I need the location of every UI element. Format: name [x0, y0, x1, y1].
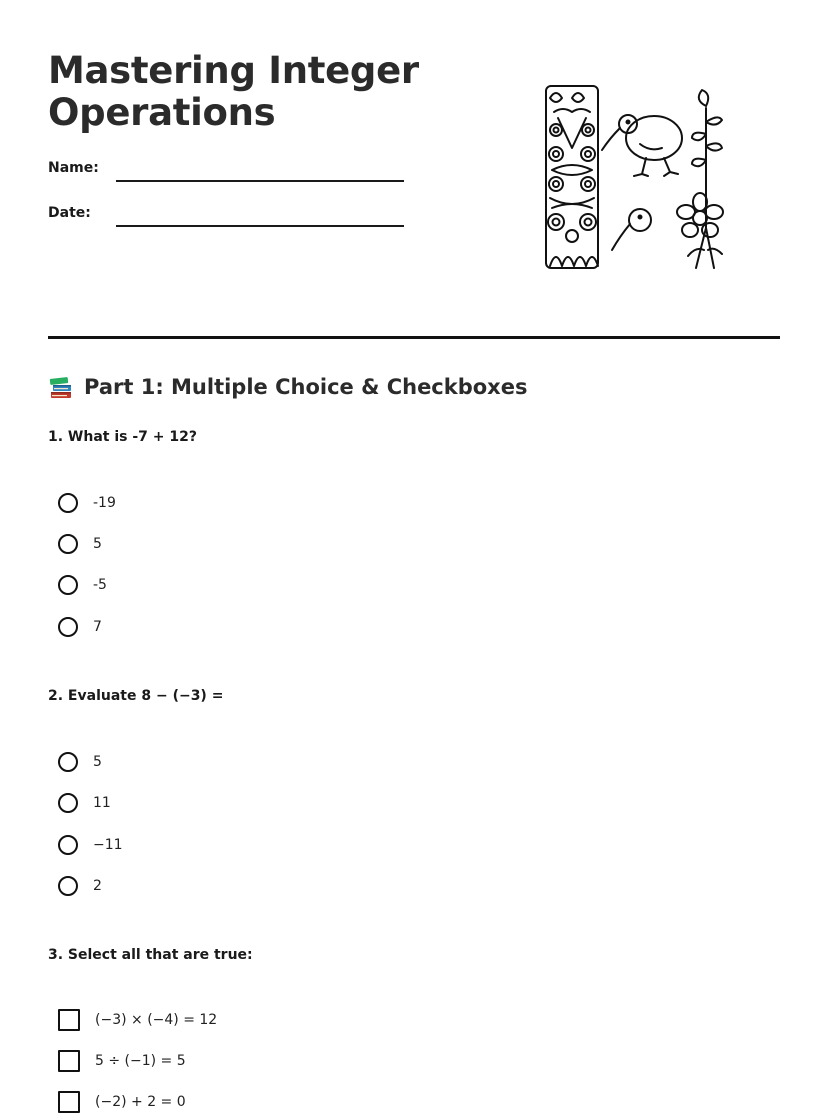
- date-label: Date:: [48, 205, 91, 221]
- radio-button[interactable]: [58, 876, 78, 896]
- radio-button[interactable]: [58, 793, 78, 813]
- radio-button[interactable]: [58, 752, 78, 772]
- part1-title: Part 1: Multiple Choice & Checkboxes: [84, 375, 528, 399]
- option-label: 2: [93, 878, 102, 894]
- q1-option-1[interactable]: [58, 491, 116, 515]
- option-label: -5: [93, 577, 107, 593]
- option-label: 7: [93, 619, 102, 635]
- option-label: 11: [93, 795, 111, 811]
- option-label: −11: [93, 837, 123, 853]
- question-3-prompt: 3. Select all that are true:: [48, 947, 253, 963]
- option-label: 5: [93, 754, 102, 770]
- q2-option-4[interactable]: [58, 874, 102, 898]
- radio-button[interactable]: [58, 835, 78, 855]
- option-label: (−3) × (−4) = 12: [95, 1012, 218, 1028]
- books-icon: [48, 374, 74, 400]
- q1-option-3[interactable]: [58, 573, 107, 597]
- option-label: 5: [93, 536, 102, 552]
- totem-kiwi-flower-illustration: [536, 78, 736, 274]
- question-2-prompt: 2. Evaluate 8 − (−3) =: [48, 688, 224, 704]
- option-label: (−2) + 2 = 0: [95, 1094, 186, 1110]
- radio-button[interactable]: [58, 534, 78, 554]
- q2-option-1[interactable]: [58, 750, 102, 774]
- radio-button[interactable]: [58, 617, 78, 637]
- q3-option-3[interactable]: [58, 1090, 186, 1114]
- checkbox[interactable]: [58, 1050, 80, 1072]
- radio-button[interactable]: [58, 493, 78, 513]
- radio-button[interactable]: [58, 575, 78, 595]
- q3-option-2[interactable]: [58, 1049, 186, 1073]
- date-field[interactable]: [116, 225, 404, 227]
- question-1-prompt: 1. What is -7 + 12?: [48, 429, 197, 445]
- option-label: 5 ÷ (−1) = 5: [95, 1053, 186, 1069]
- option-label: -19: [93, 495, 116, 511]
- q1-option-2[interactable]: [58, 532, 102, 556]
- page-title: Mastering Integer Operations: [48, 49, 419, 134]
- q3-option-1[interactable]: [58, 1008, 217, 1032]
- part1-heading: [48, 374, 527, 400]
- name-field[interactable]: [116, 180, 404, 182]
- checkbox[interactable]: [58, 1091, 80, 1113]
- section-divider: [48, 336, 780, 339]
- q1-option-4[interactable]: [58, 615, 102, 639]
- name-label: Name:: [48, 160, 99, 176]
- checkbox[interactable]: [58, 1009, 80, 1031]
- q2-option-3[interactable]: [58, 833, 123, 857]
- q2-option-2[interactable]: [58, 791, 111, 815]
